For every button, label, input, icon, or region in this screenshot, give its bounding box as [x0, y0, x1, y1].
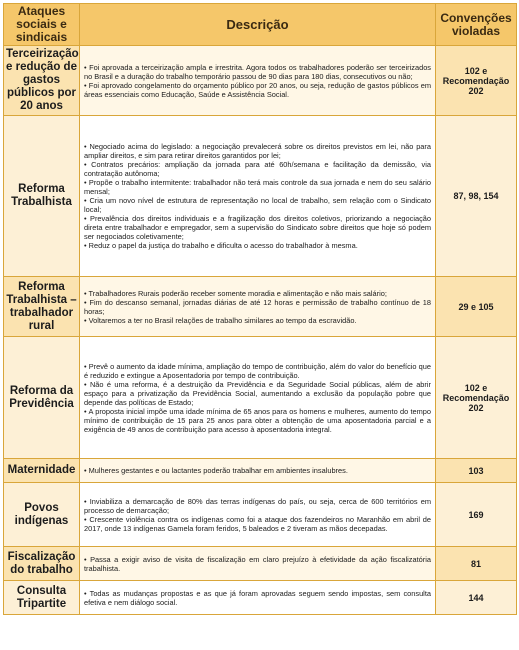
- header-ataques: Ataques sociais e sindicais: [4, 4, 80, 46]
- row-ataque: Fiscalização do trabalho: [4, 547, 80, 581]
- row-descricao: [80, 483, 436, 547]
- table-header-row: [4, 4, 517, 46]
- bullet-item: • Voltaremos a ter no Brasil relações de trabalho similares ao tempo da escravidão.: [84, 315, 357, 325]
- bullet-item: • Todas as mudanças propostas e as que já foram aprovadas seguem sendo impostas, sem consulta efetiva e nem diálogo social.: [84, 588, 431, 607]
- row-convencoes: 102 e Recomendação 202: [436, 46, 517, 116]
- row-ataque: Reforma Trabalhista: [4, 116, 80, 277]
- header-convencoes: Convenções violadas: [436, 4, 517, 46]
- bullet-item: • Foi aprovado congelamento do orçamento público por 20 anos, ou seja, redução de gastos públicos em áreas essenciais como Educação, Saúde e Assistência Social.: [84, 80, 431, 99]
- row-ataque: Maternidade: [4, 459, 80, 483]
- table-row: [4, 483, 517, 547]
- bullet-item: • Inviabiliza a demarcação de 80% das terras indígenas do país, ou seja, cerca de 600 territórios em processo de demarcação;: [84, 496, 431, 515]
- row-descricao: [80, 547, 436, 581]
- row-ataque: Reforma Trabalhista – trabalhador rural: [4, 277, 80, 337]
- bullet-item: • Prevê o aumento da idade mínima, ampliação do tempo de contribuição, além do valor do benefício que é reduzido e extingue a Aposentadoria por tempo de contribuição.: [84, 361, 431, 380]
- table-row: [4, 116, 517, 277]
- row-descricao: [80, 116, 436, 277]
- header-descricao: Descrição: [80, 4, 436, 46]
- bullet-item: • Negociado acima do legislado: a negociação prevalecerá sobre os direitos previstos em lei, não para ampliar direitos, e sim para retirar direitos garantidos por lei;: [84, 142, 431, 160]
- row-ataque: Reforma da Previdência: [4, 337, 80, 459]
- row-descricao: [80, 581, 436, 615]
- bullet-item: • Crescente violência contra os indígenas como foi a ataque dos fazendeiros no Maranhão em abril de 2017, onde 13 indígenas Gamela foram feridos, 5 baleados e 2 tiveram as mãos decepadas.: [84, 514, 431, 533]
- bullet-item: • Mulheres gestantes e ou lactantes poderão trabalhar em ambientes insalubres.: [84, 466, 348, 475]
- row-ataque: Terceirização e redução de gastos públicos por 20 anos: [4, 46, 80, 116]
- bullet-item: • Foi aprovada a terceirização ampla e irrestrita. Agora todos os trabalhadores poderão ser terceirizados no Brasil e a duração do trabalho temporário passou de 90 dias para 180 dias, consecutivos ou não;: [84, 62, 431, 81]
- table-row: [4, 459, 517, 483]
- table-row: [4, 337, 517, 459]
- bullet-item: • Prevalência dos direitos individuais e a fragilização dos direitos coletivos, priorizando a negociação direta entre trabalhador e empregador, sem a supervisão do Sindicato sobre direitos que hoje só podem ser negociados coletivamente;: [84, 214, 431, 241]
- row-descricao: [80, 337, 436, 459]
- row-convencoes: 81: [436, 547, 517, 581]
- row-ataque: Povos indígenas: [4, 483, 80, 547]
- bullet-item: • Contratos precários: ampliação da jornada para até 60h/semana e facilitação da demissão, via contratação autônoma;: [84, 160, 431, 178]
- row-convencoes: 87, 98, 154: [436, 116, 517, 277]
- bullet-item: • A proposta inicial impõe uma idade mínima de 65 anos para os homens e mulheres, aumento do tempo mínimo de contribuição de 15 para 25 anos para obter a obtenção de uma aposentadoria parcial e a exigência de 49 anos de contribuição para acesso à aposentadoria integral.: [84, 406, 431, 434]
- row-convencoes: 102 e Recomendação 202: [436, 337, 517, 459]
- table-row: [4, 581, 517, 615]
- bullet-item: • Reduz o papel da justiça do trabalho e dificulta o acesso do trabalhador à mesma.: [84, 241, 358, 250]
- bullet-item: • Cria um novo nível de estrutura de representação no local de trabalho, sem relação com o Sindicato local;: [84, 196, 431, 214]
- row-convencoes: 144: [436, 581, 517, 615]
- row-descricao: [80, 277, 436, 337]
- bullet-item: • Propõe o trabalho intermitente: trabalhador não terá mais controle da sua jornada e nem do seu salário mensal;: [84, 178, 431, 196]
- table-row: [4, 547, 517, 581]
- bullet-item: • Não é uma reforma, é a destruição da Previdência e da Seguridade Social públicas, além de abrir espaço para a privatização da Previdência Social, aumentando a exclusão da população pobre que depende das políticas de Estado;: [84, 379, 431, 407]
- bullet-item: • Trabalhadores Rurais poderão receber somente moradia e alimentação e não mais salário;: [84, 288, 387, 298]
- bullet-item: • Passa a exigir aviso de visita de fiscalização em claro prejuízo à efetividade da ação fiscalizatória trabalhista.: [84, 554, 431, 573]
- row-convencoes: 169: [436, 483, 517, 547]
- row-ataque: Consulta Tripartite: [4, 581, 80, 615]
- row-descricao: [80, 46, 436, 116]
- table-row: [4, 277, 517, 337]
- bullet-item: • Fim do descanso semanal, jornadas diárias de até 12 horas e permissão de trabalho contínuo de 18 horas;: [84, 297, 431, 316]
- table-row: [4, 46, 517, 116]
- row-convencoes: 29 e 105: [436, 277, 517, 337]
- violations-table: [3, 3, 517, 615]
- row-convencoes: 103: [436, 459, 517, 483]
- row-descricao: [80, 459, 436, 483]
